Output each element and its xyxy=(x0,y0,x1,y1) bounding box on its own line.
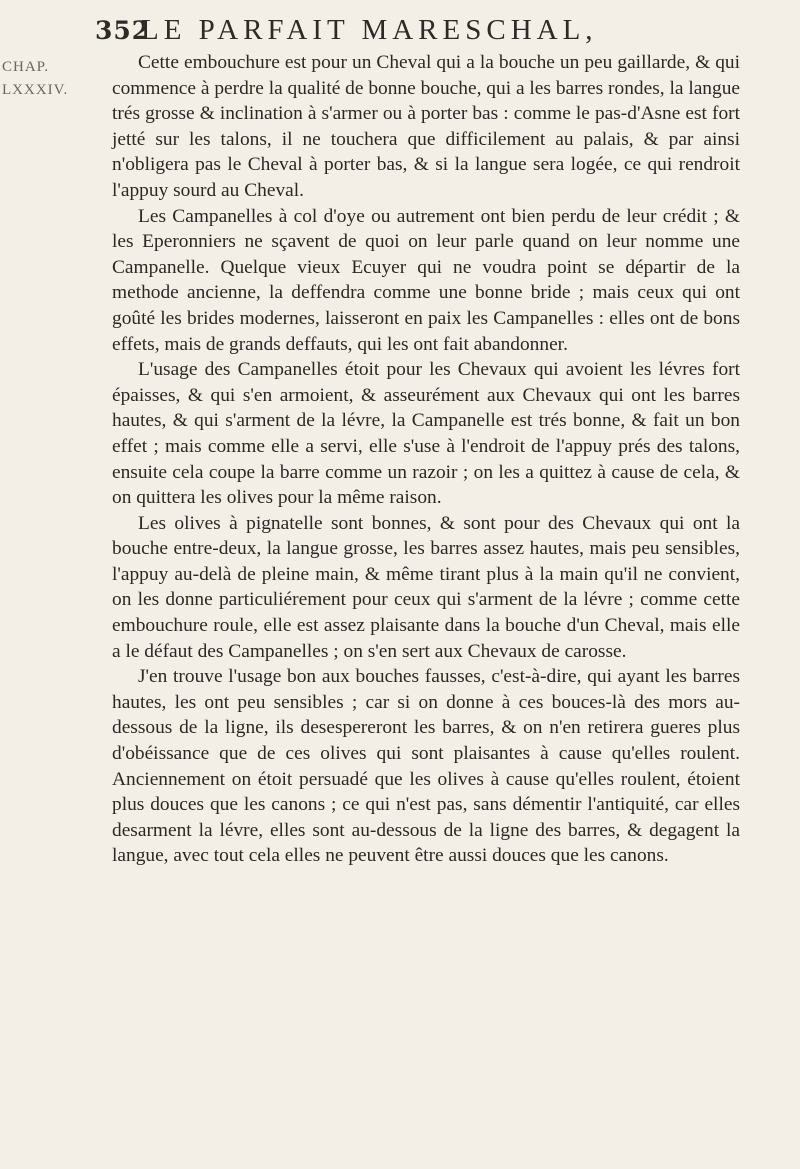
page-header xyxy=(95,14,735,50)
chapter-label: CHAP. xyxy=(2,59,50,75)
paragraph: J'en trouve l'usage bon aux bouches fausses, c'est-à-dire, qui ayant les barres hautes, les ont peu sensibles ; car si on donne à ces bouces-là des mors au-dessous de la ligne, ils desespereront les barres, & on n'en retirera gueres plus d'obéissance que de ces olives qui sont plaisantes à cause qu'elles roulent. Anciennement on étoit persuadé que les olives à cause qu'elles roulent, étoient plus douces que les canons ; ce qui n'est pas, sans démentir l'antiquité, car elles desarment la lévre, elles sont au-dessous de la ligne des barres, & degagent la langue, avec tout cela elles ne peuvent être aussi douces que les canons. xyxy=(112,666,740,867)
paragraph: Les Campanelles à col d'oye ou autrement ont bien perdu de leur crédit ; & les Eperonniers ne sçavent de quoi on leur parle quand on leur nomme une Campanelle. Quelque vieux Ecuyer qui ne voudra point se départir de la methode ancienne, la deffendra comme une bonne bride ; mais ceux qui ont goûté les brides modernes, laisseront en paix les Campanelles : elles ont de bons effets, mais de grands deffauts, qui les ont fait abandonner. xyxy=(112,205,740,355)
running-title: LE PARFAIT MARESCHAL, xyxy=(141,14,598,46)
body-text xyxy=(112,50,740,869)
paragraph: Cette embouchure est pour un Cheval qui a la bouche un peu gaillarde, & qui commence à perdre la qualité de bonne bouche, qui a les barres rondes, la langue trés grosse & inclination à s'armer ou à porter bas : comme le pas-d'Asne est fort jetté sur les talons, il ne touchera que difficilement au palais, & par ainsi n'obligera pas le Cheval à porter bas, & si la langue sera logée, ce qui rendroit l'appuy sourd au Cheval. xyxy=(112,52,740,201)
chapter-margin-note xyxy=(2,56,90,102)
page-number: 352 xyxy=(95,16,151,45)
paragraph: Les olives à pignatelle sont bonnes, & sont pour des Chevaux qui ont la bouche entre-deux, la langue grosse, les barres assez hautes, mais peu sensibles, l'appuy au-delà de pleine main, & même tirant plus à la main qu'il ne convient, on les donne particuliérement pour ceux qui s'arment de la lévre ; comme cette embouchure roule, elle est assez plaisante dans la bouche d'un Cheval, mais elle a le défaut des Campanelles ; on s'en sert aux Chevaux de carosse. xyxy=(112,512,740,662)
chapter-number: LXXXIV. xyxy=(2,82,69,98)
paragraph: L'usage des Campanelles étoit pour les Chevaux qui avoient les lévres fort épaisses, & qui s'en armoient, & asseurément aux Chevaux qui ont les barres hautes, & qui s'arment de la lévre, la Campanelle est trés bonne, & fait un bon effet ; mais comme elle a servi, elle s'use à l'endroit de l'appuy prés des talons, ensuite cela coupe la barre comme un razoir ; on les a quittez à cause de cela, & on quittera les olives pour la même raison. xyxy=(112,359,740,509)
